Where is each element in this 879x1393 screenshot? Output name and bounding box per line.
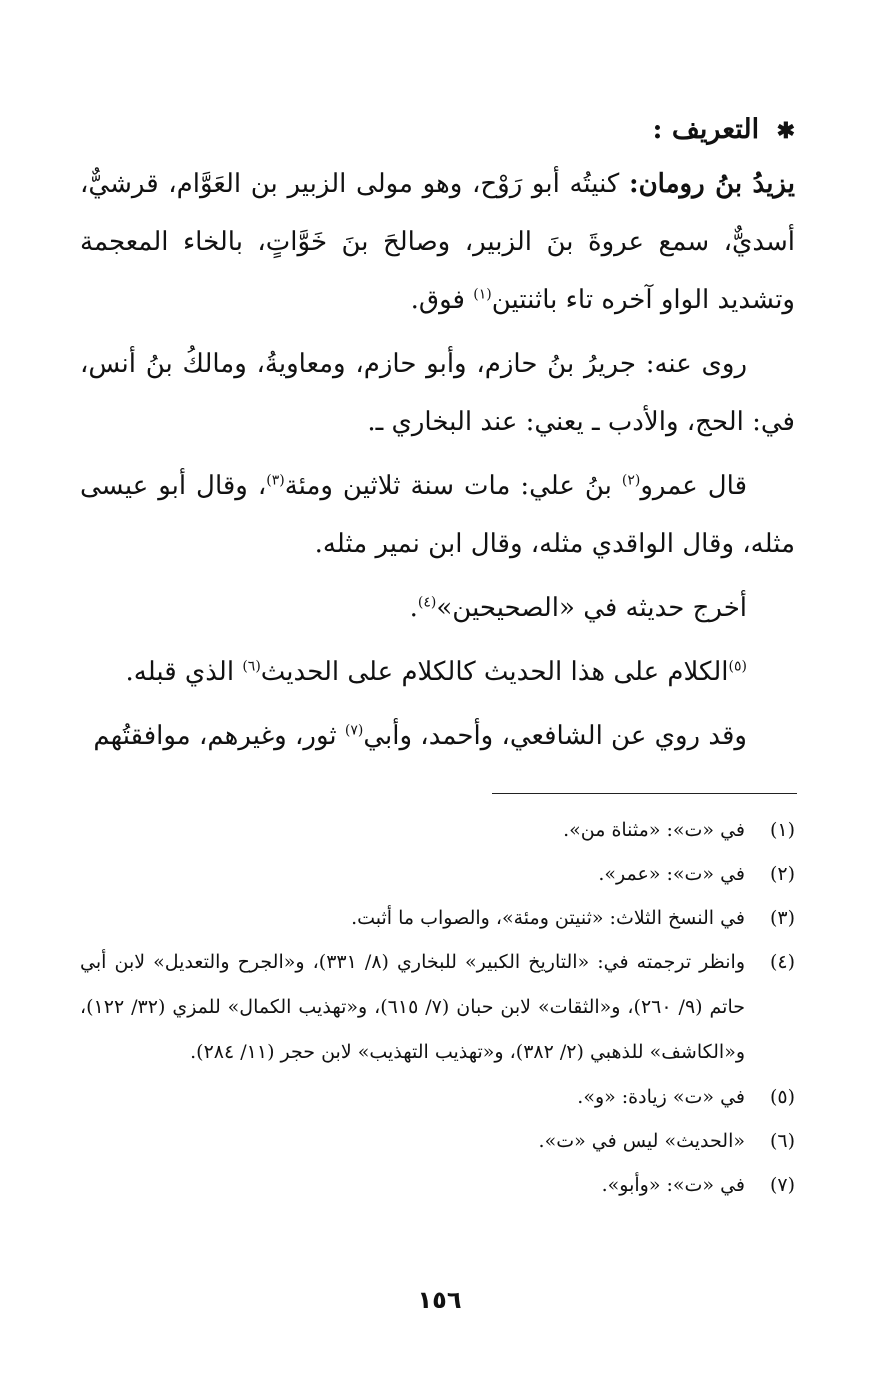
section-heading [80,112,795,147]
opinions-paragraph [80,707,795,765]
footnote-ref-4[interactable]: (٤) [417,594,437,611]
sahih-paragraph [80,579,795,637]
footnote-text: في «ت»: «عمر». [598,863,745,885]
footnotes [80,808,795,1207]
footnote-item [80,940,795,1075]
footnote-divider [492,793,797,794]
page-number: ١٥٦ [417,1286,462,1314]
footnote-item [80,852,795,896]
footnote-number: (١) [769,819,795,841]
death-text-c: ، وقال أبو عيسى مثله، وقال الواقدي مثله، وقال ابن نمير مثله. [80,471,795,560]
footnote-item [80,896,795,940]
footnote-text: «الحديث» ليس في «ت». [538,1130,745,1152]
footnote-item [80,1163,795,1207]
narrators-text: روى عنه: جريرُ بنُ حازم، وأبو حازم، ومعاويةُ، ومالكُ بنُ أنس، في: الحج، والأدب ـ يعني: عند البخاري ـ. [80,349,795,438]
commentary-text-a: الكلام على هذا الحديث كالكلام على الحديث [260,657,729,688]
footnote-text: في النسخ الثلاث: «ثنيتن ومئة»، والصواب ما أثبت. [351,907,745,929]
biography-paragraph [80,155,795,329]
footnote-ref-2[interactable]: (٢) [621,472,641,489]
footnote-number: (٣) [769,907,795,929]
biography-text: كنيتُه أبو رَوْح، وهو مولى الزبير بن العَوَّام، قرشيٌّ، أسديٌّ، سمع عروةَ بنَ الزبير، وصالحَ بنَ خَوَّاتٍ، بالخاء المعجمة وتشديد الواو آخره تاء باثنتين [80,169,795,316]
footnote-number: (٢) [769,863,795,885]
opinions-text-a: وقد روي عن الشافعي، وأحمد، وأبي [363,721,747,752]
footnote-ref-6[interactable]: (٦) [242,658,261,675]
footnote-text: وانظر ترجمته في: «التاريخ الكبير» للبخاري (٨/ ٣٣١)، و«الجرح والتعديل» لابن أبي حاتم (٩/ ٢٦٠)، و«الثقات» لابن حبان (٧/ ٦١٥)، و«تهذيب الكمال» للمزي (٣٢/ ١٢٢)، و«الكاشف» للذهبي (٢/ ٣٨٢)، و«تهذيب التهذيب» لابن حجر (١١/ ٢٨٤). [80,951,746,1063]
footnote-number: (٦) [769,1130,795,1152]
heading-label: التعريف : [652,114,760,145]
narrators-paragraph [80,335,795,451]
death-text-b: بنُ علي: مات سنة ثلاثين ومئة [284,471,612,502]
sahih-tail: . [409,593,418,624]
footnote-number: (٧) [769,1174,795,1196]
footnote-ref-1[interactable]: (١) [473,286,492,303]
biography-tail: فوق. [410,285,465,316]
footnote-number: (٤) [769,951,795,973]
footnote-ref-5[interactable]: (٥) [728,658,747,675]
opinions-text-b: ثور، وغيرهم، موافقتُهم [93,721,337,752]
sahih-text: أخرج حديثه في «الصحيحين» [436,593,747,624]
narrator-name: يزيدُ بنُ رومان: [628,169,796,200]
footnote-text: في «ت»: «وأبو». [601,1174,745,1196]
footnote-text: في «ت» زيادة: «و». [577,1086,745,1108]
commentary-paragraph [80,643,795,701]
footnote-item [80,1119,795,1163]
footnote-ref-7[interactable]: (٧) [344,722,364,739]
death-paragraph [80,457,795,573]
main-text [80,112,795,765]
star-icon: ✱ [776,118,795,144]
footnote-ref-3[interactable]: (٣) [266,472,285,489]
footnote-item [80,1075,795,1119]
footnote-text: في «ت»: «مثناة من». [563,819,745,841]
footnote-item [80,808,795,852]
death-text-a: قال عمرو [640,471,747,502]
commentary-text-b: الذي قبله. [125,657,235,688]
footnote-number: (٥) [769,1086,795,1108]
